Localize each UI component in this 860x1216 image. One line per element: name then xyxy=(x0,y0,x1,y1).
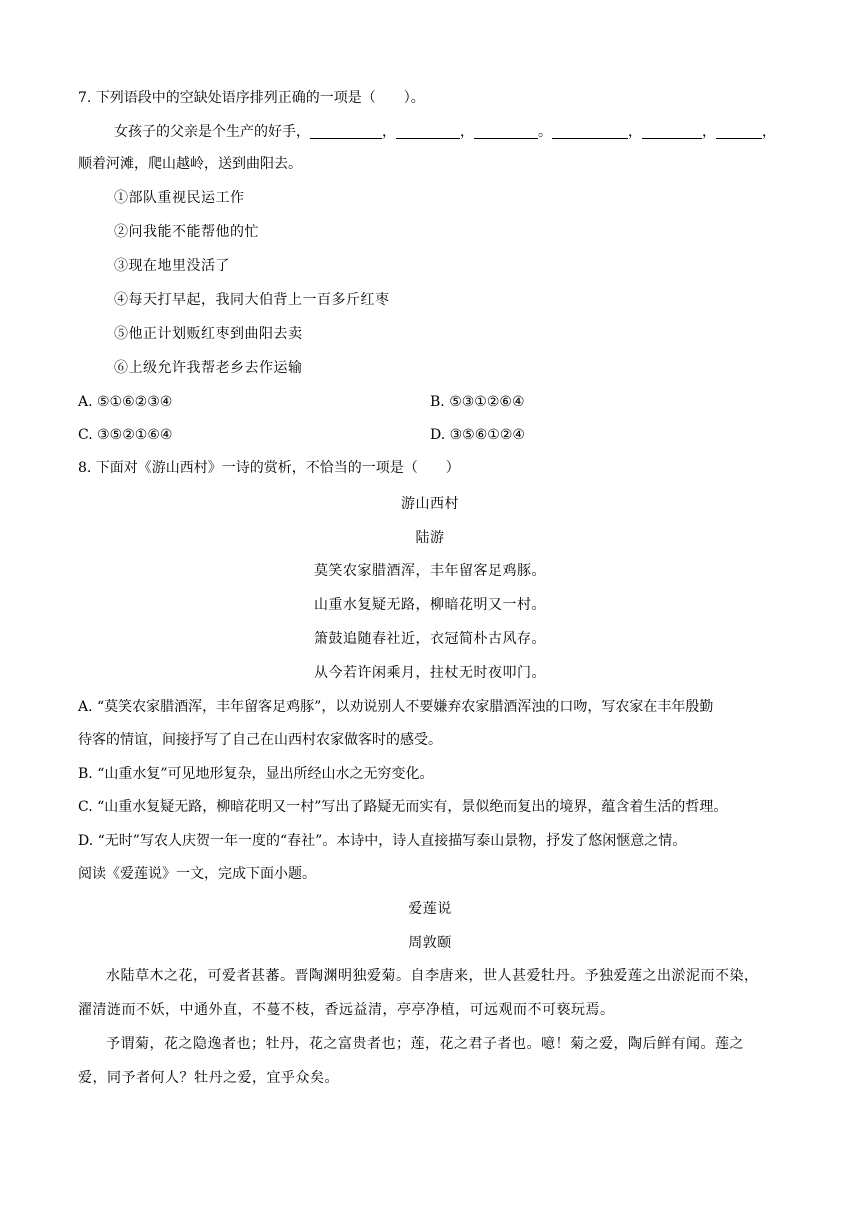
q7-item-5: ⑤他正计划贩红枣到曲阳去卖 xyxy=(114,326,303,342)
essay-title: 爱莲说 xyxy=(408,901,452,917)
q8-option-d: D. “无时”写农人庆贺一年一度的“春社”。本诗中，诗人直接描写泰山景物，抒发了悠闲惬意之情。 xyxy=(78,833,687,849)
q7-item-1: ①部队重视民运工作 xyxy=(114,190,245,206)
blank-5 xyxy=(642,124,702,139)
reading-intro: 阅读《爱莲说》一文，完成下面小题。 xyxy=(78,866,316,882)
comma: ， xyxy=(762,124,776,140)
blank-2 xyxy=(396,124,460,139)
poem-line-3: 箫鼓追随春社近，衣冠简朴古风存。 xyxy=(314,631,546,647)
blank-4 xyxy=(552,124,628,139)
q7-item-2: ②问我能不能帮他的忙 xyxy=(114,224,259,240)
essay-p2-line1: 予谓菊，花之隐逸者也；牡丹，花之富贵者也；莲，花之君子者也。噫！菊之爱，陶后鲜有闻。莲之 xyxy=(106,1036,744,1052)
q7-passage-start: 女孩子的父亲是个生产的好手， xyxy=(114,124,310,140)
essay-author: 周敦颐 xyxy=(408,935,452,951)
q7-option-c: C. ③⑤②①⑥④ xyxy=(78,427,173,443)
q7-stem: 7. 下列语段中的空缺处语序排列正确的一项是（ ）。 xyxy=(78,90,425,106)
poem-line-2: 山重水复疑无路，柳暗花明又一村。 xyxy=(314,597,546,613)
q7-item-3: ③现在地里没活了 xyxy=(114,258,230,274)
poem-author: 陆游 xyxy=(415,530,445,546)
essay-p1-line2: 濯清涟而不妖，中通外直，不蔓不枝，香远益清，亭亭净植，可远观而不可亵玩焉。 xyxy=(78,1002,615,1018)
comma: ， xyxy=(460,124,474,140)
blank-1 xyxy=(310,124,382,139)
q8-option-a-line1: A. “莫笑农家腊酒浑，丰年留客足鸡豚”，以劝说别人不要嫌弃农家腊酒浑浊的口吻，写农家在丰年殷勤 xyxy=(78,699,714,715)
poem-line-4: 从今若许闲乘月，拄杖无时夜叩门。 xyxy=(314,665,546,681)
blank-6 xyxy=(716,124,762,139)
q7-option-a: A. ⑤①⑥②③④ xyxy=(78,394,173,410)
comma: ， xyxy=(382,124,396,140)
q8-stem: 8. 下面对《游山西村》一诗的赏析，不恰当的一项是（ ） xyxy=(78,460,460,476)
q7-passage-line1 xyxy=(114,122,776,142)
q8-option-a-line2: 待客的情谊，间接抒写了自己在山西村农家做客时的感受。 xyxy=(78,732,442,748)
q7-passage-end: 顺着河滩，爬山越岭，送到曲阳去。 xyxy=(78,156,302,172)
q7-item-4: ④每天打早起，我同大伯背上一百多斤红枣 xyxy=(114,292,390,308)
blank-3 xyxy=(474,124,538,139)
q8-option-c: C. “山重水复疑无路，柳暗花明又一村”写出了路疑无而实有，景似绝而复出的境界，蕴含着生活的哲理。 xyxy=(78,799,728,815)
period: 。 xyxy=(538,124,552,140)
poem-title: 游山西村 xyxy=(401,496,459,512)
q7-item-6: ⑥上级允许我帮老乡去作运输 xyxy=(114,360,303,376)
essay-p1-line1: 水陆草木之花，可爱者甚蕃。晋陶渊明独爱菊。自李唐来，世人甚爱牡丹。予独爱莲之出淤泥而不染， xyxy=(106,968,759,984)
essay-p2-line2: 爱，同予者何人？牡丹之爱，宜乎众矣。 xyxy=(78,1070,339,1086)
q7-option-b: B. ⑤③①②⑥④ xyxy=(430,394,525,410)
q8-option-b: B. “山重水复”可见地形复杂，显出所经山水之无穷变化。 xyxy=(78,766,434,782)
comma: ， xyxy=(702,124,716,140)
comma: ， xyxy=(628,124,642,140)
q7-option-d: D. ③⑤⑥①②④ xyxy=(430,427,525,443)
poem-line-1: 莫笑农家腊酒浑，丰年留客足鸡豚。 xyxy=(314,563,546,579)
